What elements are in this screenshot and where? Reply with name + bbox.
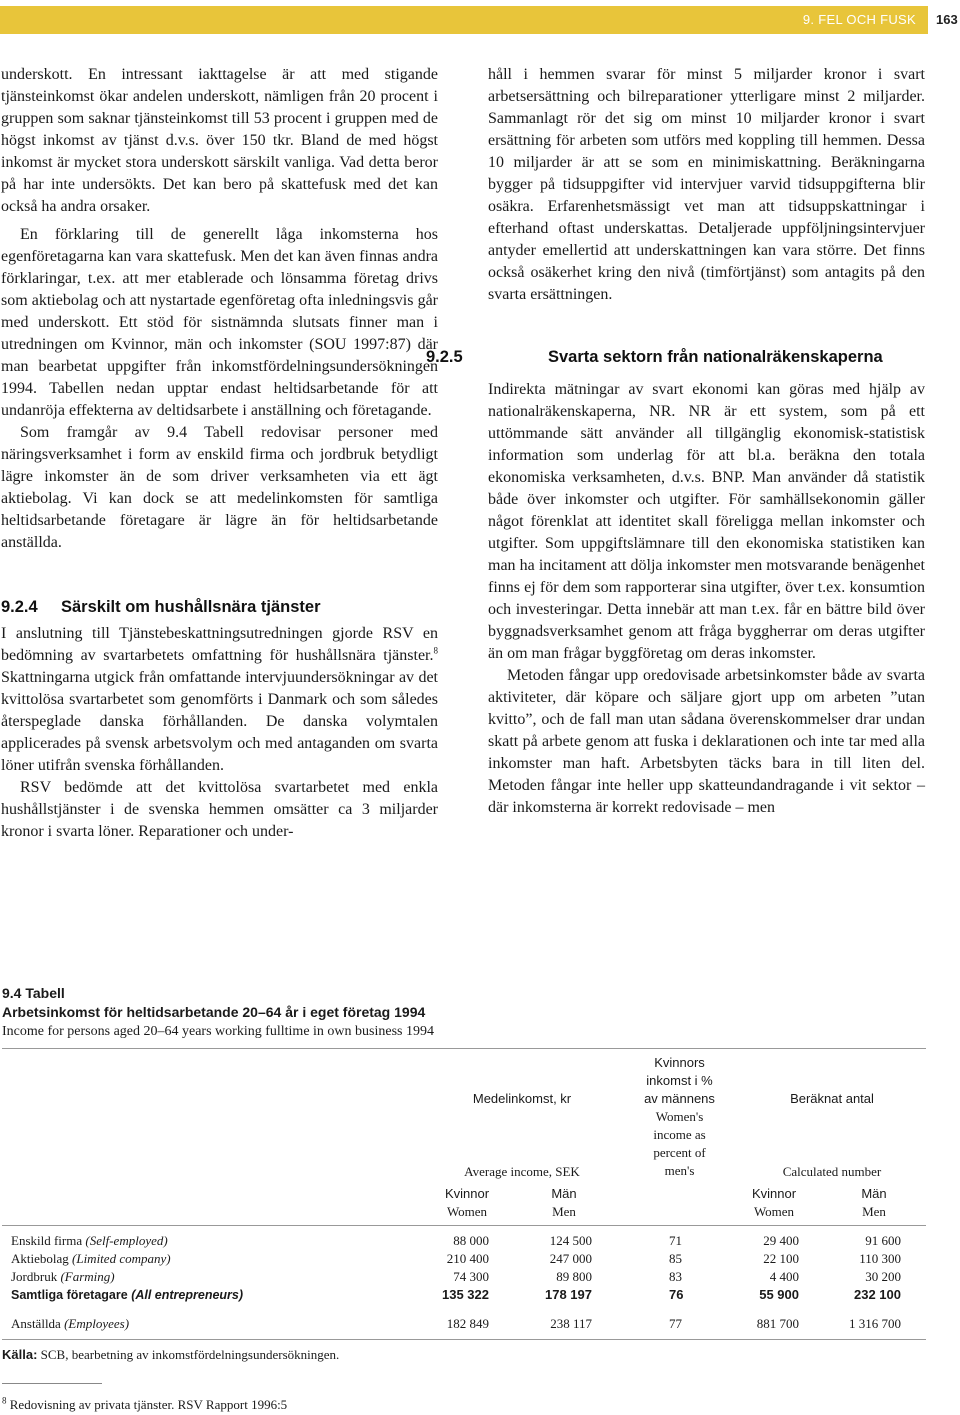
paragraph: [1, 623, 438, 777]
section-title: Särskilt om hushållsnära tjänster: [61, 598, 321, 616]
table-title: Arbetsinkomst för heltidsarbetande 20–64 år i eget företag 1994: [2, 1004, 426, 1020]
table-bottom-rule: [2, 1339, 926, 1340]
col-header-text: percent of: [653, 1145, 706, 1160]
col-header-text: inkomst i %: [646, 1073, 713, 1088]
cell-men-count: 30 200: [865, 1269, 901, 1284]
footnote-text: Redovisning av privata tjänster. RSV Rapport 1996:5: [6, 1397, 288, 1412]
row-label-en: (Farming): [60, 1269, 115, 1284]
paragraph: RSV bedömde att det kvittolösa svartarbetet med enkla hushållstjänster i de svenska hemmen omsätter ca 3 miljarder kronor i svarta löner. Reparationer och under-: [1, 779, 438, 840]
table-source: [2, 1347, 339, 1363]
cell-women-income: 182 849: [446, 1316, 489, 1331]
section-heading-9-2-4: [1, 596, 438, 619]
section-title: Svarta sektorn från nationalräkenskaperna: [548, 348, 883, 366]
cell-women-count: 22 100: [763, 1251, 799, 1266]
subheader-men: Men: [862, 1204, 886, 1219]
footnote: [2, 1397, 287, 1413]
cell-percent: 76: [669, 1287, 684, 1302]
col-header-text: av männens: [644, 1091, 715, 1106]
cell-men-count: 1 316 700: [849, 1316, 901, 1331]
paragraph-text: I anslutning till Tjänstebeskattningsutredningen gjorde RSV en bedömning av svartarbetets omfattning för hushållsnära tjänster.: [1, 625, 438, 664]
col-header-text: Kvinnors: [654, 1055, 705, 1070]
footnote-rule: [2, 1383, 102, 1384]
chapter-header-bar: [0, 6, 928, 34]
row-label: [11, 1250, 171, 1268]
subheader-kvinnor: Kvinnor: [444, 1186, 490, 1201]
table-top-rule: [2, 1048, 926, 1049]
cell-men-income: 178 197: [545, 1287, 592, 1302]
col-header-average-income: Average income, SEK: [464, 1164, 580, 1179]
cell-men-count: 91 600: [865, 1233, 901, 1248]
paragraph: Metoden fångar upp oredovisade arbetsinkomster både av svarta aktiviteter, där köpare och säljare gjort upp om arbeten ”utan kvitto”, och de fall man utan sådana överenskommelser drar undan skatt på arbete genom att fuska i deklarationen och inte tar med alla inkomster man haft. Arbetsbyten täcks bara in till liten del. Metoden fångar inte heller upp skatteundandragande i vit sektor – där inkomsterna är korrekt redovisade – men: [488, 667, 925, 816]
row-label-en: (Self-employed): [85, 1233, 168, 1248]
cell-women-income: 88 000: [453, 1233, 489, 1248]
cell-percent: 83: [669, 1269, 682, 1284]
cell-men-income: 89 800: [556, 1269, 592, 1284]
chapter-title: 9. FEL OCH FUSK: [802, 12, 916, 27]
cell-women-count: 29 400: [763, 1233, 799, 1248]
paragraph-text: Skattningarna utgick från omfattande intervjuundersökningar av det kvittolösa svartarbetet som genomförts i Danmark och som således återspeglade danska förhållanden. De danska volymtalen applicerades på svensk arbetsvolym och med antaganden om svarta löner utifrån svenska förhållanden.: [1, 669, 438, 774]
table-header-rule: [2, 1225, 926, 1226]
cell-percent: 77: [669, 1316, 682, 1331]
cell-women-count: 55 900: [759, 1287, 799, 1302]
paragraph: håll i hemmen svarar för minst 5 miljarder kronor i svart arbetsersättning och bilreparationer ytterligare minst 2 miljarder. Sammanlagt rör det sig om minst 10 miljarder kronor i svart ersättning för arbeten som utförs med koppling till hemmen. Dessa 10 miljarder är att se som en minimiskattning. Beräkningarna bygger på tidsuppgifter vid intervjuer varvid tidsuppgifterna blir osäkra. Erfarenhetsmässigt vet man att tidsuppskattningar i efterhand oftast underskattas. Detaljerade uppföljningsintervjuer antyder emellertid att underskattningen kan vara större. Det finns också osäkerhet kring den nivå (timförtjänst) som antagits på den svarta ersättningen.: [488, 66, 925, 303]
section-number: 9.2.4: [1, 598, 38, 616]
row-label-en: (All entrepreneurs): [131, 1288, 244, 1302]
table-label: 9.4 Tabell: [2, 985, 65, 1001]
row-label-en: (Limited company): [72, 1251, 171, 1266]
footnote-number: 8: [2, 1395, 7, 1406]
row-label: [11, 1268, 115, 1286]
right-column: [426, 64, 925, 819]
cell-women-income: 74 300: [453, 1269, 489, 1284]
cell-men-income: 247 000: [549, 1251, 592, 1266]
subheader-women: Women: [446, 1204, 488, 1219]
paragraph: underskott. En intressant iakttagelse är att med stigande tjänsteinkomst ökar andelen underskott, nämligen från 20 procent i gruppen som saknar tjänsteinkomst till 53 procent i gruppen med de högst inkomst av tjänst d.v.s. över 150 tkr. Bland de med högst inkomst är mycket stora underskott särskilt vanliga. Vad detta beror på har inte undersökts. Det kan bero på skattefusk med det kan också ha andra orsaker.: [1, 66, 438, 215]
source-label: Källa:: [2, 1347, 38, 1362]
col-header-text: Women's: [655, 1109, 704, 1124]
col-header-kvinnors: [617, 1054, 742, 1108]
row-label-en: (Employees): [64, 1316, 130, 1331]
footnote-ref: 8: [433, 645, 438, 656]
income-table: [2, 984, 926, 1362]
paragraph: Indirekta mätningar av svart ekonomi kan göras med hjälp av nationalräkenskaperna, NR. NR är ett system, som på ett uttömmande sätt använder all tillgänglig ekonomisk-statistisk information som underlag för att bl.a. beräkna den totala ekonomiska verksamheten, d.v.s. BNP. Man använder då statistik både över inkomster och utgifter. För samhällsekonomin gäller något förenklat att identitet skall föreligga mellan inkomster och utgifter. Som uppgiftslämnare till den ekonomiska statistiken kan man ha incitament att dölja inkomster men motsvarande benägenhet finns ej för dem som rapporterar sina utgifter, över t.ex. konsumtion och investeringar. Detta innebär att man t.ex. får en bättre bild över byggnadsverksamhet genom att fråga byggherrar om deras utgifter än om man frågar byggföretag om deras inkomster.: [488, 381, 925, 662]
cell-women-income: 135 322: [442, 1287, 489, 1302]
col-header-calculated-number: Calculated number: [782, 1164, 882, 1179]
paragraph: En förklaring till de generellt låga inkomsterna hos egenföretagarna kan vara skattefusk. Men det kan även finnas andra förklaringar, t.ex. att mer etablerade och lönsamma företag drivs som aktiebolag och att nystartade egenföretag ofta inledningsvis går med underskott. Ett stöd för sistnämnda slutsats finner man i utredningen om Kvinnor, män och inkomster (SOU 1997:87) där man bearbetat uppgifter från inkomstfördelningsundersökningen 1994. Tabellen nedan upptar endast heltidsarbetande för att undanröja effekterna av deltidsarbete i anställning och företagande.: [1, 226, 438, 419]
row-label-sv: Samtliga företagare: [11, 1288, 128, 1302]
cell-percent: 85: [669, 1251, 682, 1266]
cell-men-count: 110 300: [859, 1251, 901, 1266]
col-header-medelinkomst: [402, 1090, 642, 1108]
subheader-kvinnor: Kvinnor: [751, 1186, 797, 1201]
section-number: 9.2.5: [426, 348, 463, 366]
row-label: [11, 1232, 168, 1250]
row-label: [11, 1286, 243, 1304]
row-label-sv: Aktiebolag: [11, 1251, 69, 1266]
subheader-man: Män: [861, 1186, 887, 1201]
cell-men-income: 124 500: [549, 1233, 592, 1248]
table-title-english: Income for persons aged 20–64 years working fulltime in own business 1994: [2, 1024, 434, 1039]
row-label-sv: Anställda: [11, 1316, 61, 1331]
subheader-men: Men: [552, 1204, 576, 1219]
col-header-beraknat-antal: Beräknat antal: [790, 1091, 874, 1106]
cell-men-income: 238 117: [550, 1316, 592, 1331]
row-label-sv: Enskild firma: [11, 1233, 83, 1248]
left-column: [1, 64, 438, 843]
row-label-sv: Jordbruk: [11, 1269, 58, 1284]
paragraph: Som framgår av 9.4 Tabell redovisar personer med näringsverksamhet i form av enskild firma och jordbruk betydligt lägre inkomster än de som driver verksamheten via ett ägt aktiebolag. Vi kan dock se att medelinkomsten för samtliga heltidsarbetande företagare är lägre än för heltidsarbetande anställda.: [1, 424, 438, 551]
col-header-text: income as: [653, 1127, 706, 1142]
cell-women-count: 881 700: [756, 1316, 799, 1331]
cell-percent: 71: [669, 1233, 682, 1248]
subheader-women: Women: [753, 1204, 795, 1219]
cell-men-count: 232 100: [854, 1287, 901, 1302]
subheader-man: Män: [551, 1186, 577, 1201]
source-text: SCB, bearbetning av inkomstfördelningsundersökningen.: [37, 1347, 340, 1362]
page-number: 163: [936, 12, 958, 27]
col-header-text: Medelinkomst, kr: [472, 1091, 572, 1106]
col-header-text: men's: [664, 1163, 695, 1178]
cell-women-count: 4 400: [769, 1269, 799, 1284]
section-heading-9-2-5: [426, 346, 925, 369]
row-label: [11, 1315, 129, 1333]
cell-women-income: 210 400: [446, 1251, 489, 1266]
